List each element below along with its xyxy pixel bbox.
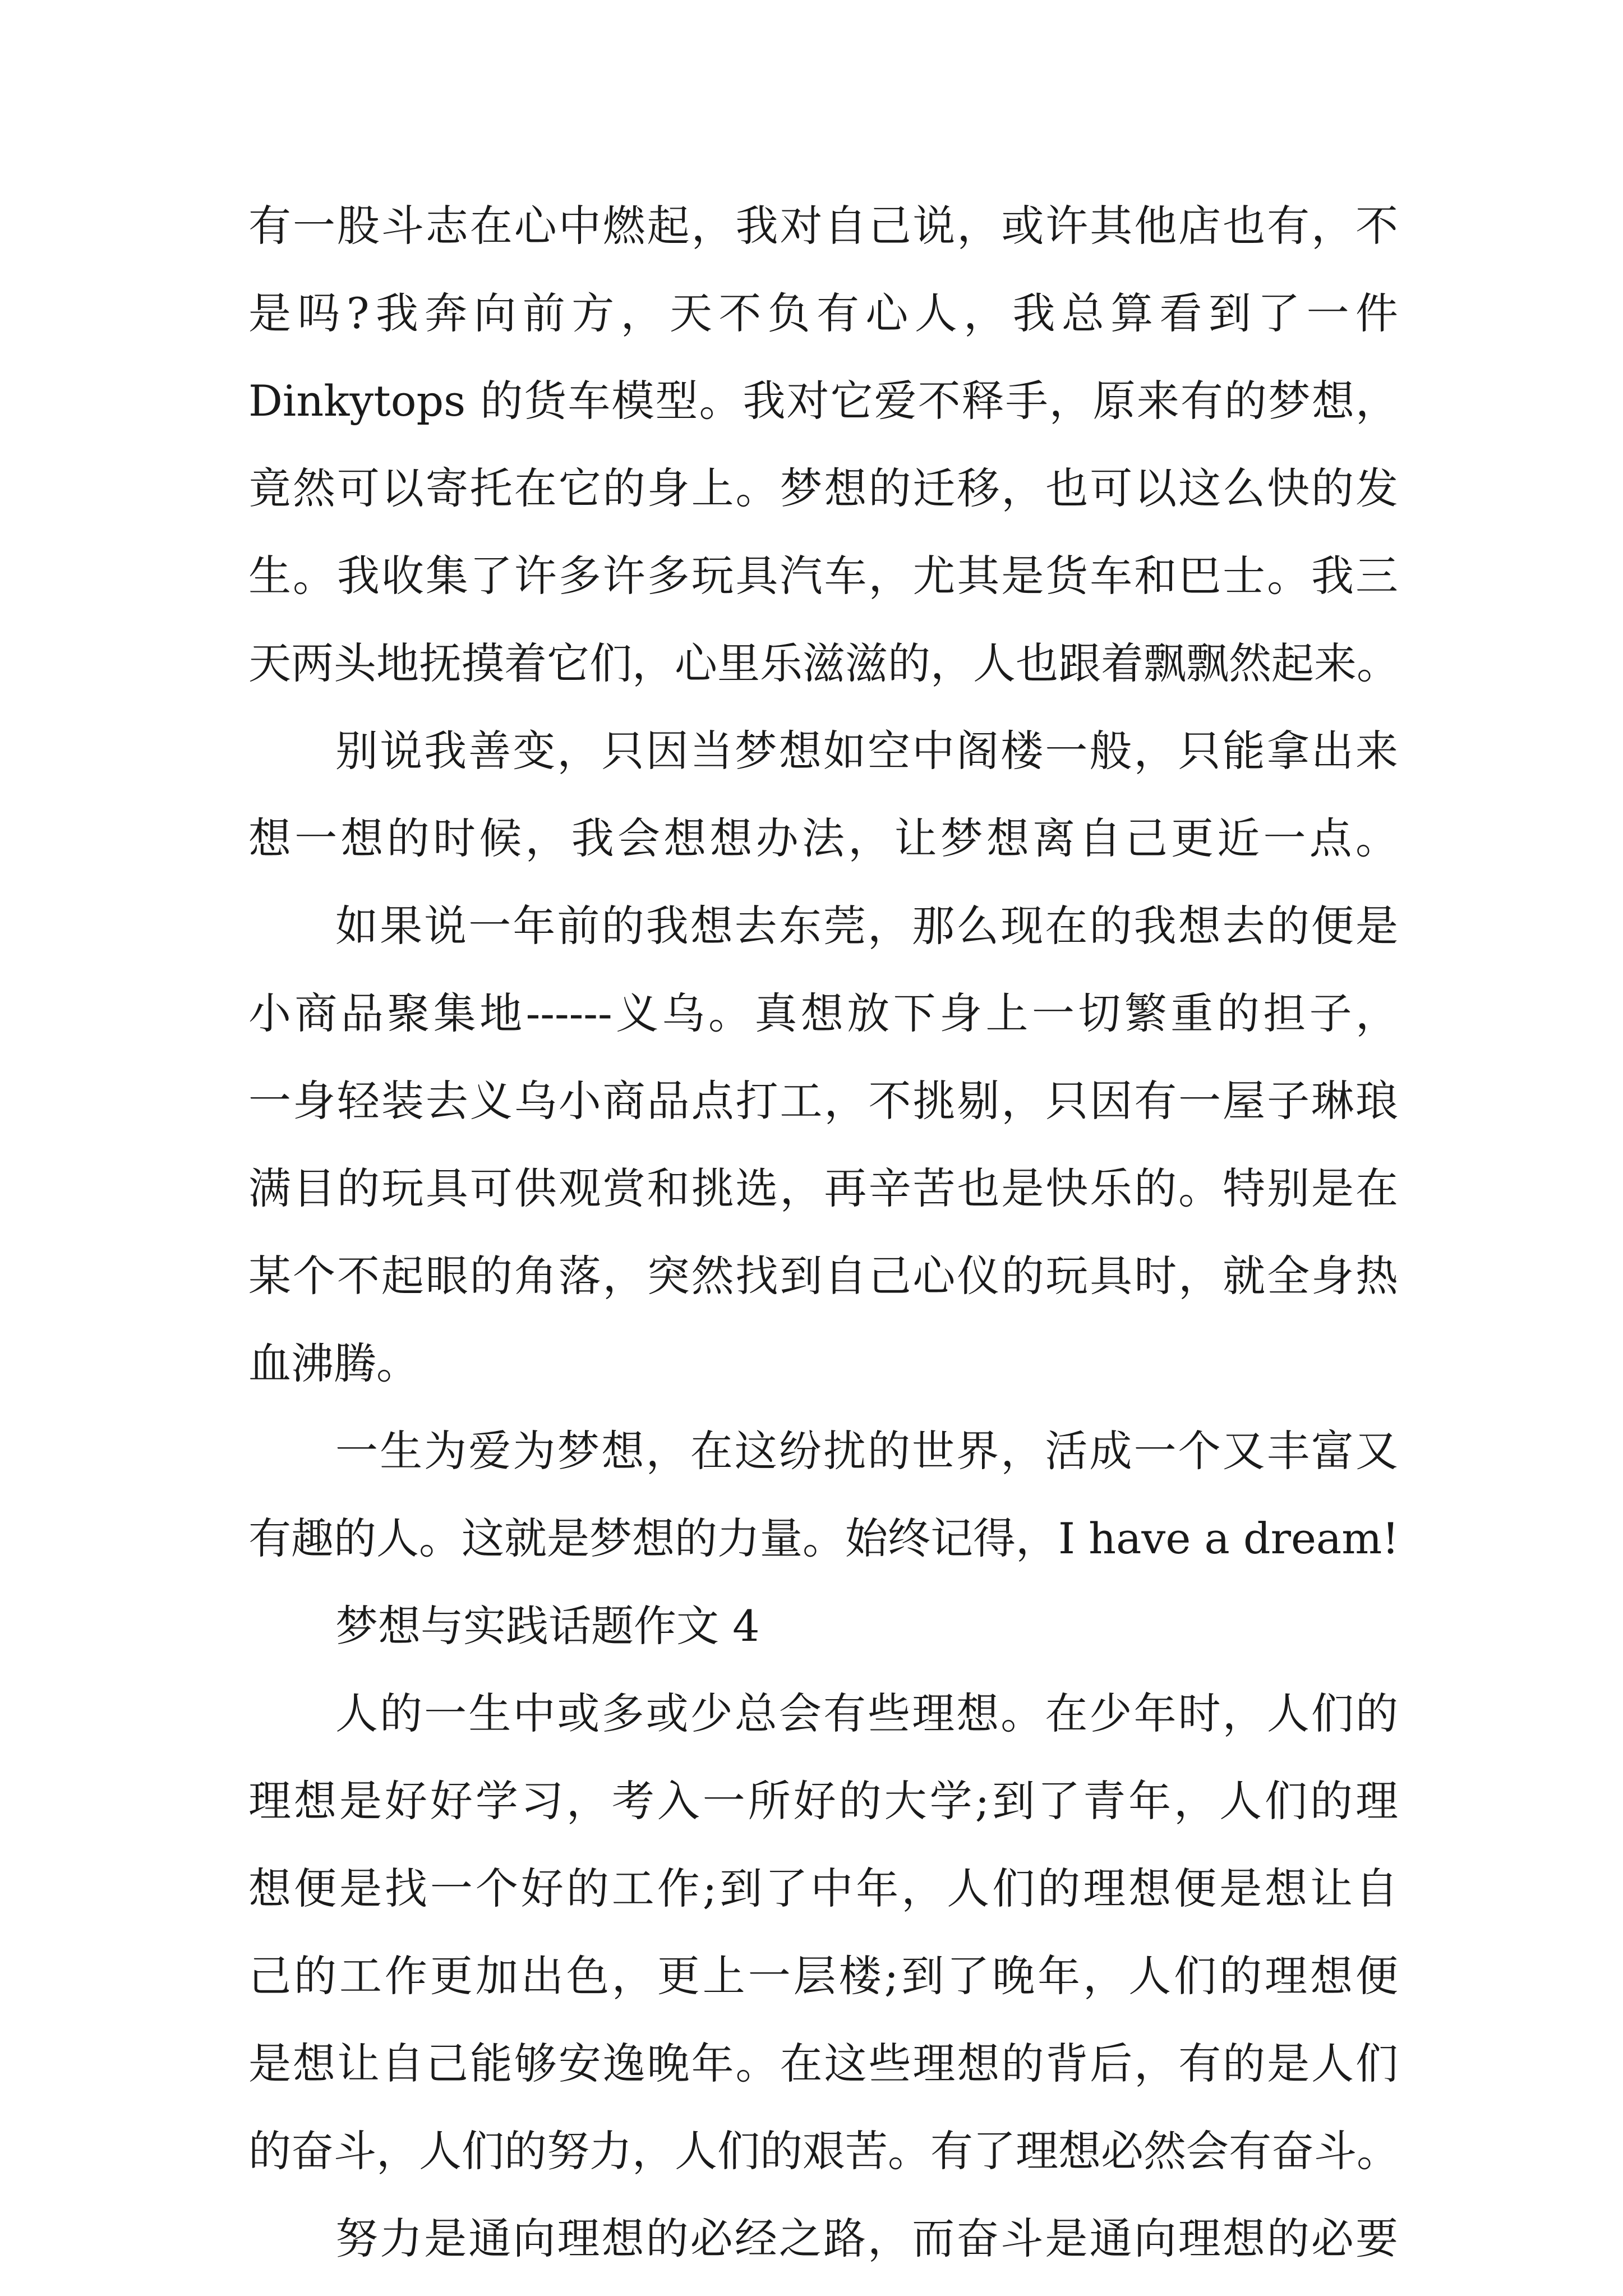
paragraph-line: 血沸腾。 (248, 1338, 419, 1388)
paragraph-line: 一身轻装去义乌小商品点打工，不挑剔，只因有一屋子琳琅 (248, 1076, 1398, 1126)
paragraph-line: 有一股斗志在心中燃起，我对自己说，或许其他店也有，不 (248, 201, 1398, 251)
paragraph-line: 如果说一年前的我想去东莞，那么现在的我想去的便是 (335, 901, 1398, 951)
paragraph-line: 的奋斗，人们的努力，人们的艰苦。有了理想必然会有奋斗。 (248, 2126, 1399, 2176)
paragraph-line: 竟然可以寄托在它的身上。梦想的迁移，也可以这么快的发 (248, 463, 1398, 513)
paragraph-line: 满目的玩具可供观赏和挑选，再辛苦也是快乐的。特别是在 (248, 1163, 1398, 1213)
paragraph-line: 是想让自己能够安逸晚年。在这些理想的背后，有的是人们 (248, 2039, 1398, 2088)
paragraph-line: 想一想的时候，我会想想办法，让梦想离自己更近一点。 (248, 813, 1398, 863)
paragraph-line: 己的工作更加出色，更上一层楼;到了晚年，人们的理想便 (248, 1951, 1398, 2001)
paragraph-line: 天两头地抚摸着它们，心里乐滋滋的，人也跟着飘飘然起来。 (248, 638, 1399, 688)
paragraph-line: 是吗?我奔向前方，天不负有心人，我总算看到了一件 (248, 288, 1398, 338)
paragraph-line: 小商品聚集地------义乌。真想放下身上一切繁重的担子， (248, 988, 1398, 1038)
paragraph-line: 努力是通向理想的必经之路，而奋斗是通向理想的必要 (335, 2214, 1398, 2263)
paragraph-line: 生。我收集了许多许多玩具汽车，尤其是货车和巴士。我三 (248, 551, 1398, 601)
paragraph-line: Dinkytops 的货车模型。我对它爱不释手，原来有的梦想， (248, 376, 1398, 426)
paragraph-line: 某个不起眼的角落，突然找到自己心仪的玩具时，就全身热 (248, 1251, 1398, 1301)
paragraph-line: 理想是好好学习，考入一所好的大学;到了青年，人们的理 (248, 1776, 1398, 1826)
paragraph-line: 人的一生中或多或少总会有些理想。在少年时，人们的 (335, 1688, 1398, 1738)
paragraph-line: 一生为爱为梦想，在这纷扰的世界，活成一个又丰富又 (335, 1426, 1398, 1476)
paragraph-line: 有趣的人。这就是梦想的力量。始终记得，I have a dream! (248, 1513, 1399, 1563)
paragraph-line: 想便是找一个好的工作;到了中年，人们的理想便是想让自 (248, 1864, 1398, 1913)
paragraph-line: 别说我善变，只因当梦想如空中阁楼一般，只能拿出来 (335, 726, 1398, 776)
section-heading: 梦想与实践话题作文 4 (335, 1601, 760, 1651)
